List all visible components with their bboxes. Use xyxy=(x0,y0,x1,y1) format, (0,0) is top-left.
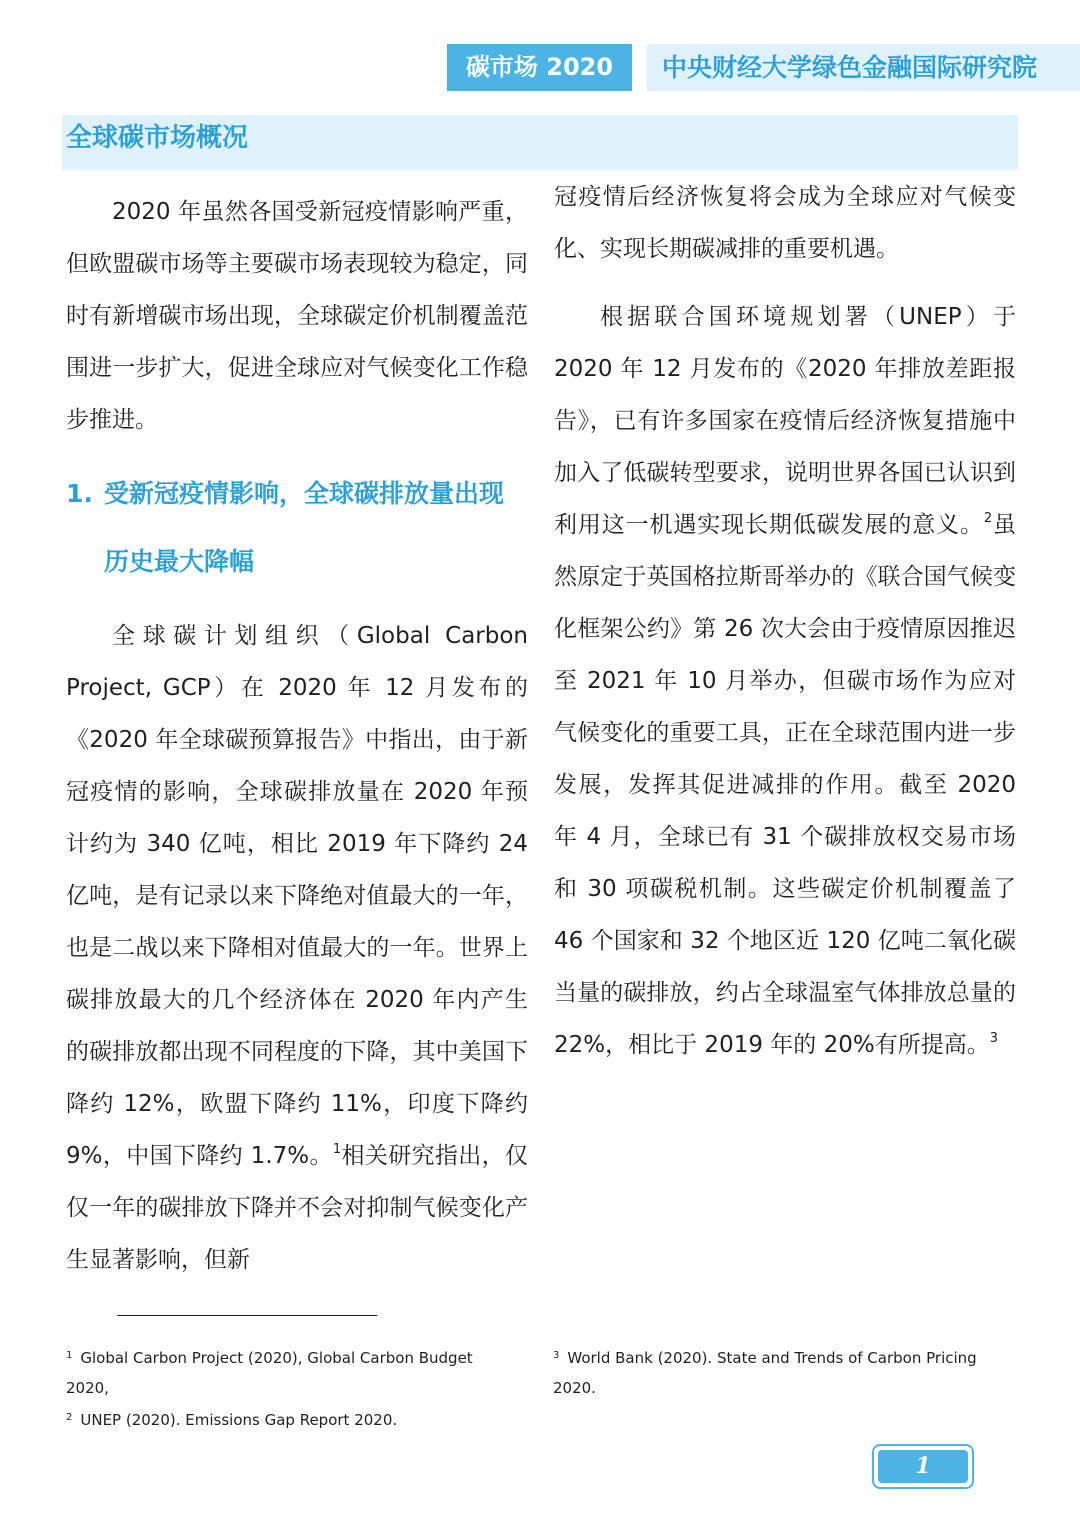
footnote-divider xyxy=(117,1315,377,1316)
subsection-heading xyxy=(66,460,528,596)
section-title: 全球碳市场概况 xyxy=(66,123,249,153)
footnote-2-mark: 2 xyxy=(66,1412,73,1423)
left-column xyxy=(66,186,528,1286)
report-title: 碳市场 2020 xyxy=(465,53,614,81)
unep-paragraph-continued: 虽然原定于英国格拉斯哥举办的《联合国气候变化框架公约》第 26 次大会由于疫情原因推迟至 2021 年 10 月举办，但碳市场作为应对气候变化的重要工具，正在全球范围内进一步发展，发挥其促进减排的作用。截至 2020 年 4 月，全球已有 31 个碳排放权交易市场和 30 项碳税机制。这些碳定价机制覆盖了 46 个国家和 32 个地区近 120 亿吨二氧化碳当量的碳排放，约占全球温室气体排放总量的 22%，相比于 2019 年的 20%有所提高。 xyxy=(554,512,1017,1058)
gcp-paragraph-continued: 相关研究指出，仅仅一年的碳排放下降并不会对抑制气候变化产生显著影响，但新 xyxy=(66,1143,529,1273)
footnote-2 xyxy=(66,1403,516,1435)
unep-paragraph-text: 根据联合国环境规划署（UNEP）于 2020 年 12 月发布的《2020 年排放差距报告》，已有许多国家在疫情后经济恢复措施中加入了低碳转型要求，说明世界各国已认识到利用这一机遇实现长期低碳发展的意义。 xyxy=(554,304,1016,538)
footnote-ref-3[interactable]: 3 xyxy=(989,1031,998,1046)
page-number: 1 xyxy=(878,1450,968,1483)
footnote-3-mark: 3 xyxy=(553,1350,560,1361)
footnote-ref-2[interactable]: 2 xyxy=(983,511,993,526)
footnote-3-text: World Bank (2020). State and Trends of Carbon Pricing 2020. xyxy=(553,1349,977,1397)
heading-number: 1. xyxy=(66,479,93,508)
footnotes-left xyxy=(66,1341,516,1435)
footnotes-right xyxy=(553,1341,1003,1403)
page-number-badge xyxy=(872,1444,974,1489)
right-column xyxy=(554,171,1016,1071)
intro-paragraph: 2020 年虽然各国受新冠疫情影响严重，但欧盟碳市场等主要碳市场表现较为稳定，同时有新增碳市场出现，全球碳定价机制覆盖范围进一步扩大，促进全球应对气候变化工作稳步推进。 xyxy=(66,199,528,433)
footnote-2-text: UNEP (2020). Emissions Gap Report 2020. xyxy=(80,1411,398,1429)
report-title-tab xyxy=(447,44,632,91)
footnote-1-text: Global Carbon Project (2020), Global Carbon Budget 2020, xyxy=(66,1349,473,1397)
continued-paragraph: 冠疫情后经济恢复将会成为全球应对气候变化、实现长期碳减排的重要机遇。 xyxy=(554,184,1016,262)
footnote-ref-1[interactable]: 1 xyxy=(332,1142,342,1157)
footnote-1-mark: 1 xyxy=(66,1350,73,1361)
heading-text: 受新冠疫情影响，全球碳排放量出现历史最大降幅 xyxy=(104,479,505,576)
section-banner xyxy=(62,115,1018,170)
gcp-paragraph xyxy=(66,610,528,1286)
footnote-3 xyxy=(553,1341,1003,1403)
institute-banner xyxy=(647,44,1080,91)
gcp-paragraph-text: 全球碳计划组织（Global Carbon Project, GCP）在 2020 年 12 月发布的《2020 年全球碳预算报告》中指出，由于新冠疫情的影响，全球碳排放量在 2020 年预计约为 340 亿吨，相比 2019 年下降约 24 亿吨，是有记录以来下降绝对值最大的一年，也是二战以来下降相对值最大的一年。世界上碳排放最大的几个经济体在 2020 年内产生的碳排放都出现不同程度的下降，其中美国下降约 12%，欧盟下降约 11%，印度下降约 9%，中国下降约 1.7%。 xyxy=(66,623,528,1169)
unep-paragraph xyxy=(554,291,1016,1071)
footnote-1 xyxy=(66,1341,516,1403)
institute-name: 中央财经大学绿色金融国际研究院 xyxy=(662,53,1038,82)
